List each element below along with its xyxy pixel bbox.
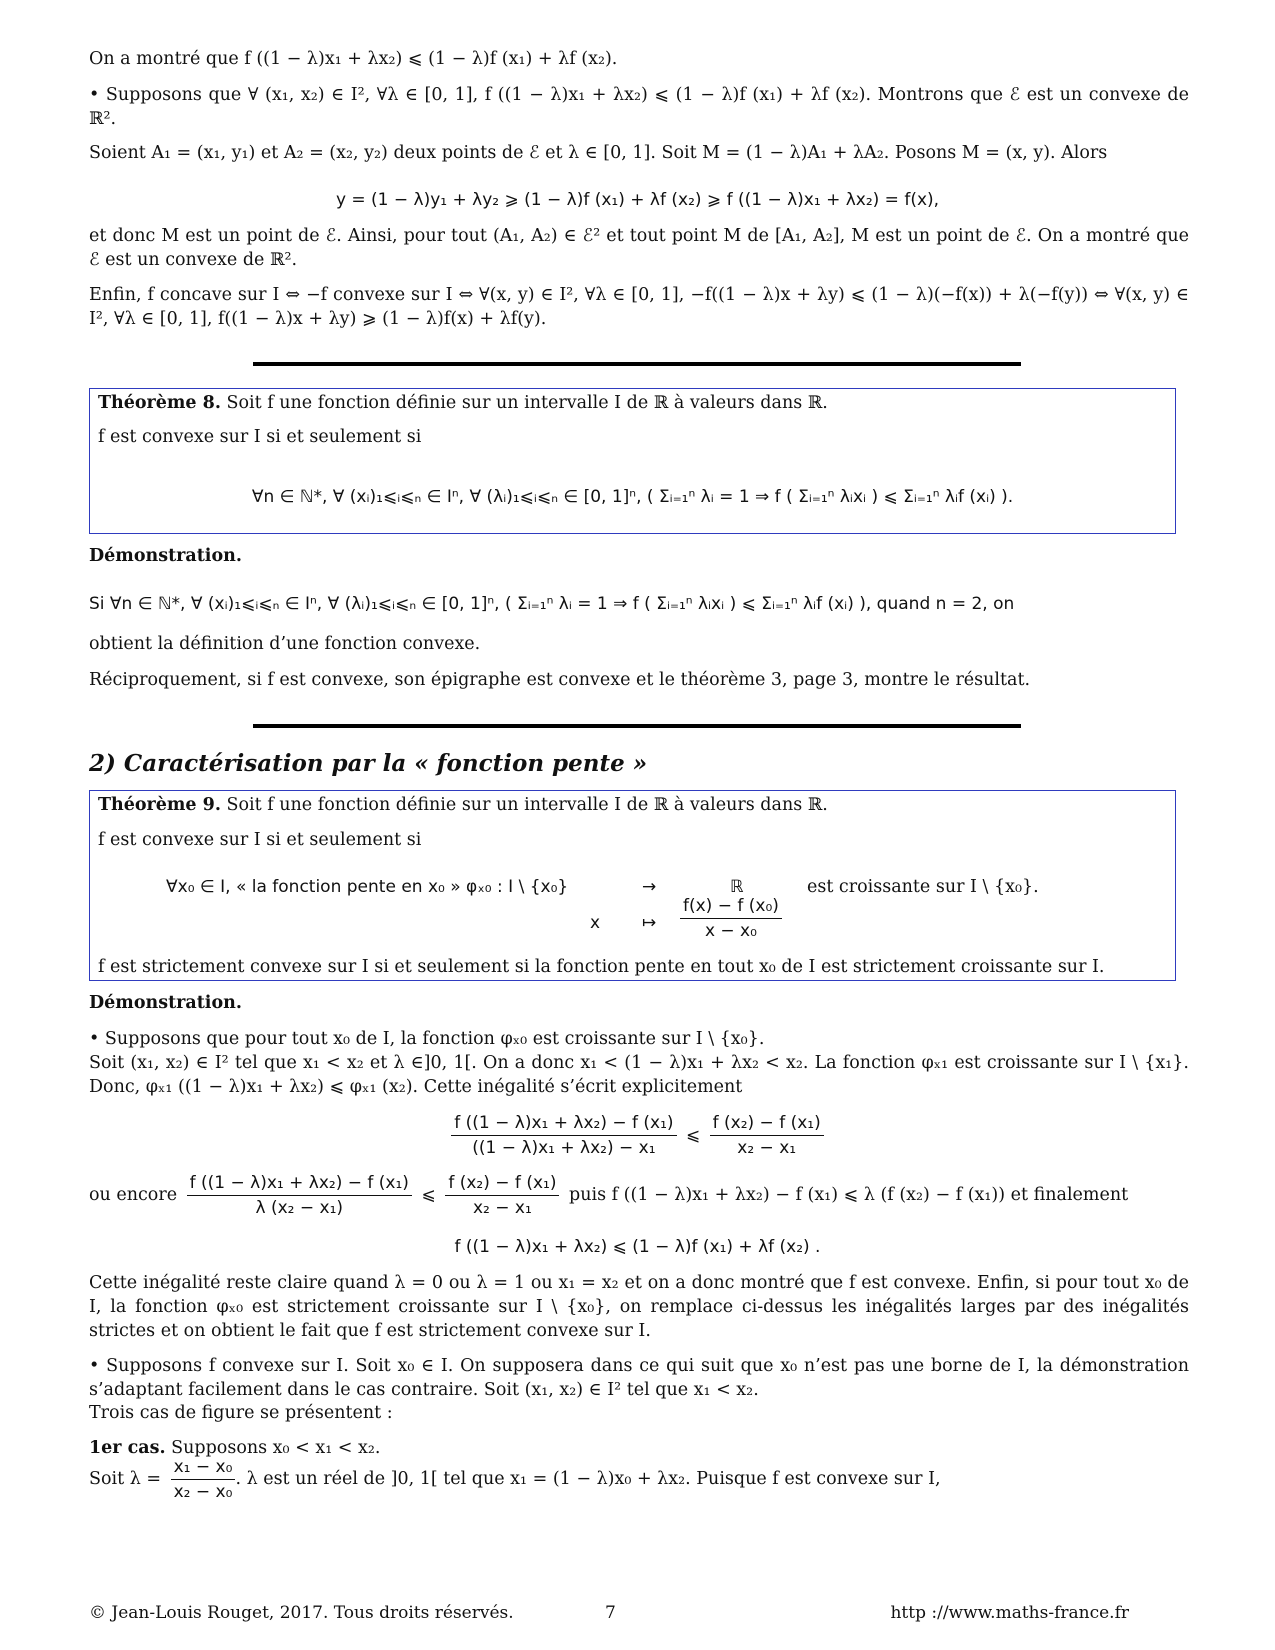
paragraph: et donc M est un point de ℰ. Ainsi, pour tout (A₁, A₂) ∈ ℰ² et tout point M de [A₁, A₂], M est un point de ℰ. On a montré que ℰ est un convexe de ℝ². (89, 226, 1189, 270)
theorem-line: f est strictement convexe sur I si et seulement si la fonction pente en tout x₀ de I est strictement croissante sur I. (98, 957, 1105, 977)
fraction-numerator: f ((1 − λ)x₁ + λx₂) − f (x₁) (451, 1112, 676, 1136)
theorem-line (98, 793, 1167, 817)
leq-symbol: ⩽ (421, 1185, 436, 1205)
equation: y = (1 − λ)y₁ + λy₂ ⩾ (1 − λ)f (x₁) + λf (x₂) ⩾ f ((1 − λ)x₁ + λx₂) = f(x), (335, 190, 940, 210)
fraction-numerator: f(x) − f (x₀) (680, 895, 782, 919)
separator-rule (253, 724, 1021, 728)
slope-function-suffix: est croissante sur I \ {x₀}. (807, 877, 1039, 897)
paragraph: Soit (x₁, x₂) ∈ I² tel que x₁ < x₂ et λ ∈]0, 1[. On a donc x₁ < (1 − λ)x₁ + λx₂ < x₂. La fonction φₓ₁ est croissante sur I \ {x₁}. Donc, φₓ₁ ((1 − λ)x₁ + λx₂) ⩽ φₓ₁ (x₂). Cette inégalité s’écrit explicitement (89, 1053, 1189, 1097)
paragraph: Cette inégalité reste claire quand λ = 0 ou λ = 1 ou x₁ = x₂ et on a donc montré que f est convexe. Enfin, si pour tout x₀ de I, la fonction φₓ₀ est strictement croissante sur I \ {x₀}, on remplace ci-dessus les inégalités larges par des inégalités strictes et on obtient le fait que f est strictement convexe sur I. (89, 1273, 1189, 1341)
footer-copyright: © Jean-Louis Rouget, 2017. Tous droits réservés. (89, 1603, 514, 1623)
theorem-line: f est convexe sur I si et seulement si (98, 427, 422, 447)
inequality-line (89, 1172, 1128, 1219)
paragraph: • Supposons que ∀ (x₁, x₂) ∈ I², ∀λ ∈ [0, 1], f ((1 − λ)x₁ + λx₂) ⩽ (1 − λ)f (x₁) + λf (x₂). Montrons que ℰ est un convexe de ℝ². (89, 85, 1189, 129)
fraction-numerator: x₁ − x₀ (171, 1456, 236, 1480)
theorem-box (89, 790, 1176, 981)
text-line: • Supposons que pour tout x₀ de I, la fonction φₓ₀ est croissante sur I \ {x₀}. (89, 1029, 765, 1049)
inequality-equation (0, 1112, 1275, 1159)
text-line: obtient la définition d’une fonction convexe. (89, 634, 481, 654)
demo-title: Démonstration. (89, 993, 242, 1013)
case-label: 1er cas. (89, 1438, 166, 1458)
demo-formula-line: Si ∀n ∈ ℕ*, ∀ (xᵢ)₁⩽ᵢ⩽ₙ ∈ Iⁿ, ∀ (λᵢ)₁⩽ᵢ⩽ₙ ∈ [0, 1]ⁿ, ( Σᵢ₌₁ⁿ λᵢ = 1 ⇒ f ( Σᵢ₌₁ⁿ λᵢxᵢ ) ⩽ Σᵢ₌₁ⁿ λᵢf (xᵢ) ), quand n = 2, on (89, 594, 1015, 614)
arrow-icon: → (642, 877, 657, 897)
footer-page-number: 7 (605, 1603, 616, 1623)
mapsto-icon: ↦ (642, 913, 657, 933)
theorem-statement: Soit f une fonction définie sur un intervalle I de ℝ à valeurs dans ℝ. (226, 393, 828, 413)
case-text: Supposons x₀ < x₁ < x₂. (171, 1438, 381, 1458)
footer-url[interactable]: http ://www.maths-france.fr (890, 1603, 1129, 1623)
fraction-denominator: x₂ − x₁ (737, 1138, 797, 1158)
fraction-numerator: f ((1 − λ)x₁ + λx₂) − f (x₁) (187, 1172, 412, 1196)
slope-function-definition: ∀x₀ ∈ I, « la fonction pente en x₀ » φₓ₀ : I \ {x₀} (166, 877, 569, 897)
paragraph: • Supposons f convexe sur I. Soit x₀ ∈ I. On supposera dans ce qui suit que x₀ n’est pas une borne de I, la démonstration s’adaptant facilement dans le cas contraire. Soit (x₁, x₂) ∈ I² tel que x₁ < x₂. (89, 1356, 1189, 1400)
theorem-formula: ∀n ∈ ℕ*, ∀ (xᵢ)₁⩽ᵢ⩽ₙ ∈ Iⁿ, ∀ (λᵢ)₁⩽ᵢ⩽ₙ ∈ [0, 1]ⁿ, ( Σᵢ₌₁ⁿ λᵢ = 1 ⇒ f ( Σᵢ₌₁ⁿ λᵢxᵢ ) ⩽ Σᵢ₌₁ⁿ λᵢf (xᵢ) ). (251, 487, 1014, 507)
separator-rule (253, 362, 1021, 366)
equation: f ((1 − λ)x₁ + λx₂) ⩽ (1 − λ)f (x₁) + λf (x₂) . (454, 1237, 821, 1257)
theorem-label: Théorème 8. (98, 393, 221, 413)
text-line: Trois cas de figure se présentent : (89, 1403, 393, 1423)
leq-symbol: ⩽ (685, 1125, 701, 1146)
lambda-definition (89, 1456, 941, 1503)
text-line: Soient A₁ = (x₁, y₁) et A₂ = (x₂, y₂) deux points de ℰ et λ ∈ [0, 1]. Soit M = (1 − λ)A₁ + λA₂. Posons M = (x, y). Alors (89, 143, 1108, 163)
demo-title: Démonstration. (89, 546, 242, 566)
paragraph: Enfin, f concave sur I ⇔ −f convexe sur I ⇔ ∀(x, y) ∈ I², ∀λ ∈ [0, 1], −f((1 − λ)x + λy) ⩽ (1 − λ)(−f(x)) + λ(−f(y)) ⇔ ∀(x, y) ∈ I², ∀λ ∈ [0, 1], f((1 − λ)x + λy) ⩾ (1 − λ)f(x) + λf(y). (89, 285, 1189, 329)
fraction-denominator: x − x₀ (704, 921, 757, 941)
fraction-denominator: ((1 − λ)x₁ + λx₂) − x₁ (472, 1138, 656, 1158)
fraction-denominator: x₂ − x₀ (173, 1482, 233, 1502)
section-heading: 2) Caractérisation par la « fonction pente » (89, 750, 648, 777)
text-span: . λ est un réel de ]0, 1[ tel que x₁ = (1 − λ)x₀ + λx₂. Puisque f est convexe sur I, (235, 1469, 941, 1489)
text-span: puis f ((1 − λ)x₁ + λx₂) − f (x₁) ⩽ λ (f (x₂) − f (x₁)) et finalement (569, 1185, 1129, 1205)
theorem-box (89, 388, 1176, 534)
text-span: ou encore (89, 1185, 178, 1205)
codomain: ℝ (730, 877, 744, 897)
theorem-line (98, 391, 1167, 415)
fraction-numerator: f (x₂) − f (x₁) (710, 1112, 824, 1136)
variable-x: x (590, 913, 601, 933)
theorem-label: Théorème 9. (98, 795, 221, 815)
text-line: Réciproquement, si f est convexe, son épigraphe est convexe et le théorème 3, page 3, montre le résultat. (89, 670, 1031, 690)
fraction (680, 895, 782, 942)
theorem-statement: Soit f une fonction définie sur un intervalle I de ℝ à valeurs dans ℝ. (226, 795, 828, 815)
text-line: On a montré que f ((1 − λ)x₁ + λx₂) ⩽ (1 − λ)f (x₁) + λf (x₂). (89, 49, 618, 69)
fraction-denominator: x₂ − x₁ (472, 1198, 532, 1218)
fraction-denominator: λ (x₂ − x₁) (255, 1198, 344, 1218)
fraction-numerator: f (x₂) − f (x₁) (445, 1172, 559, 1196)
text-span: Soit λ = (89, 1469, 162, 1489)
theorem-line: f est convexe sur I si et seulement si (98, 830, 422, 850)
